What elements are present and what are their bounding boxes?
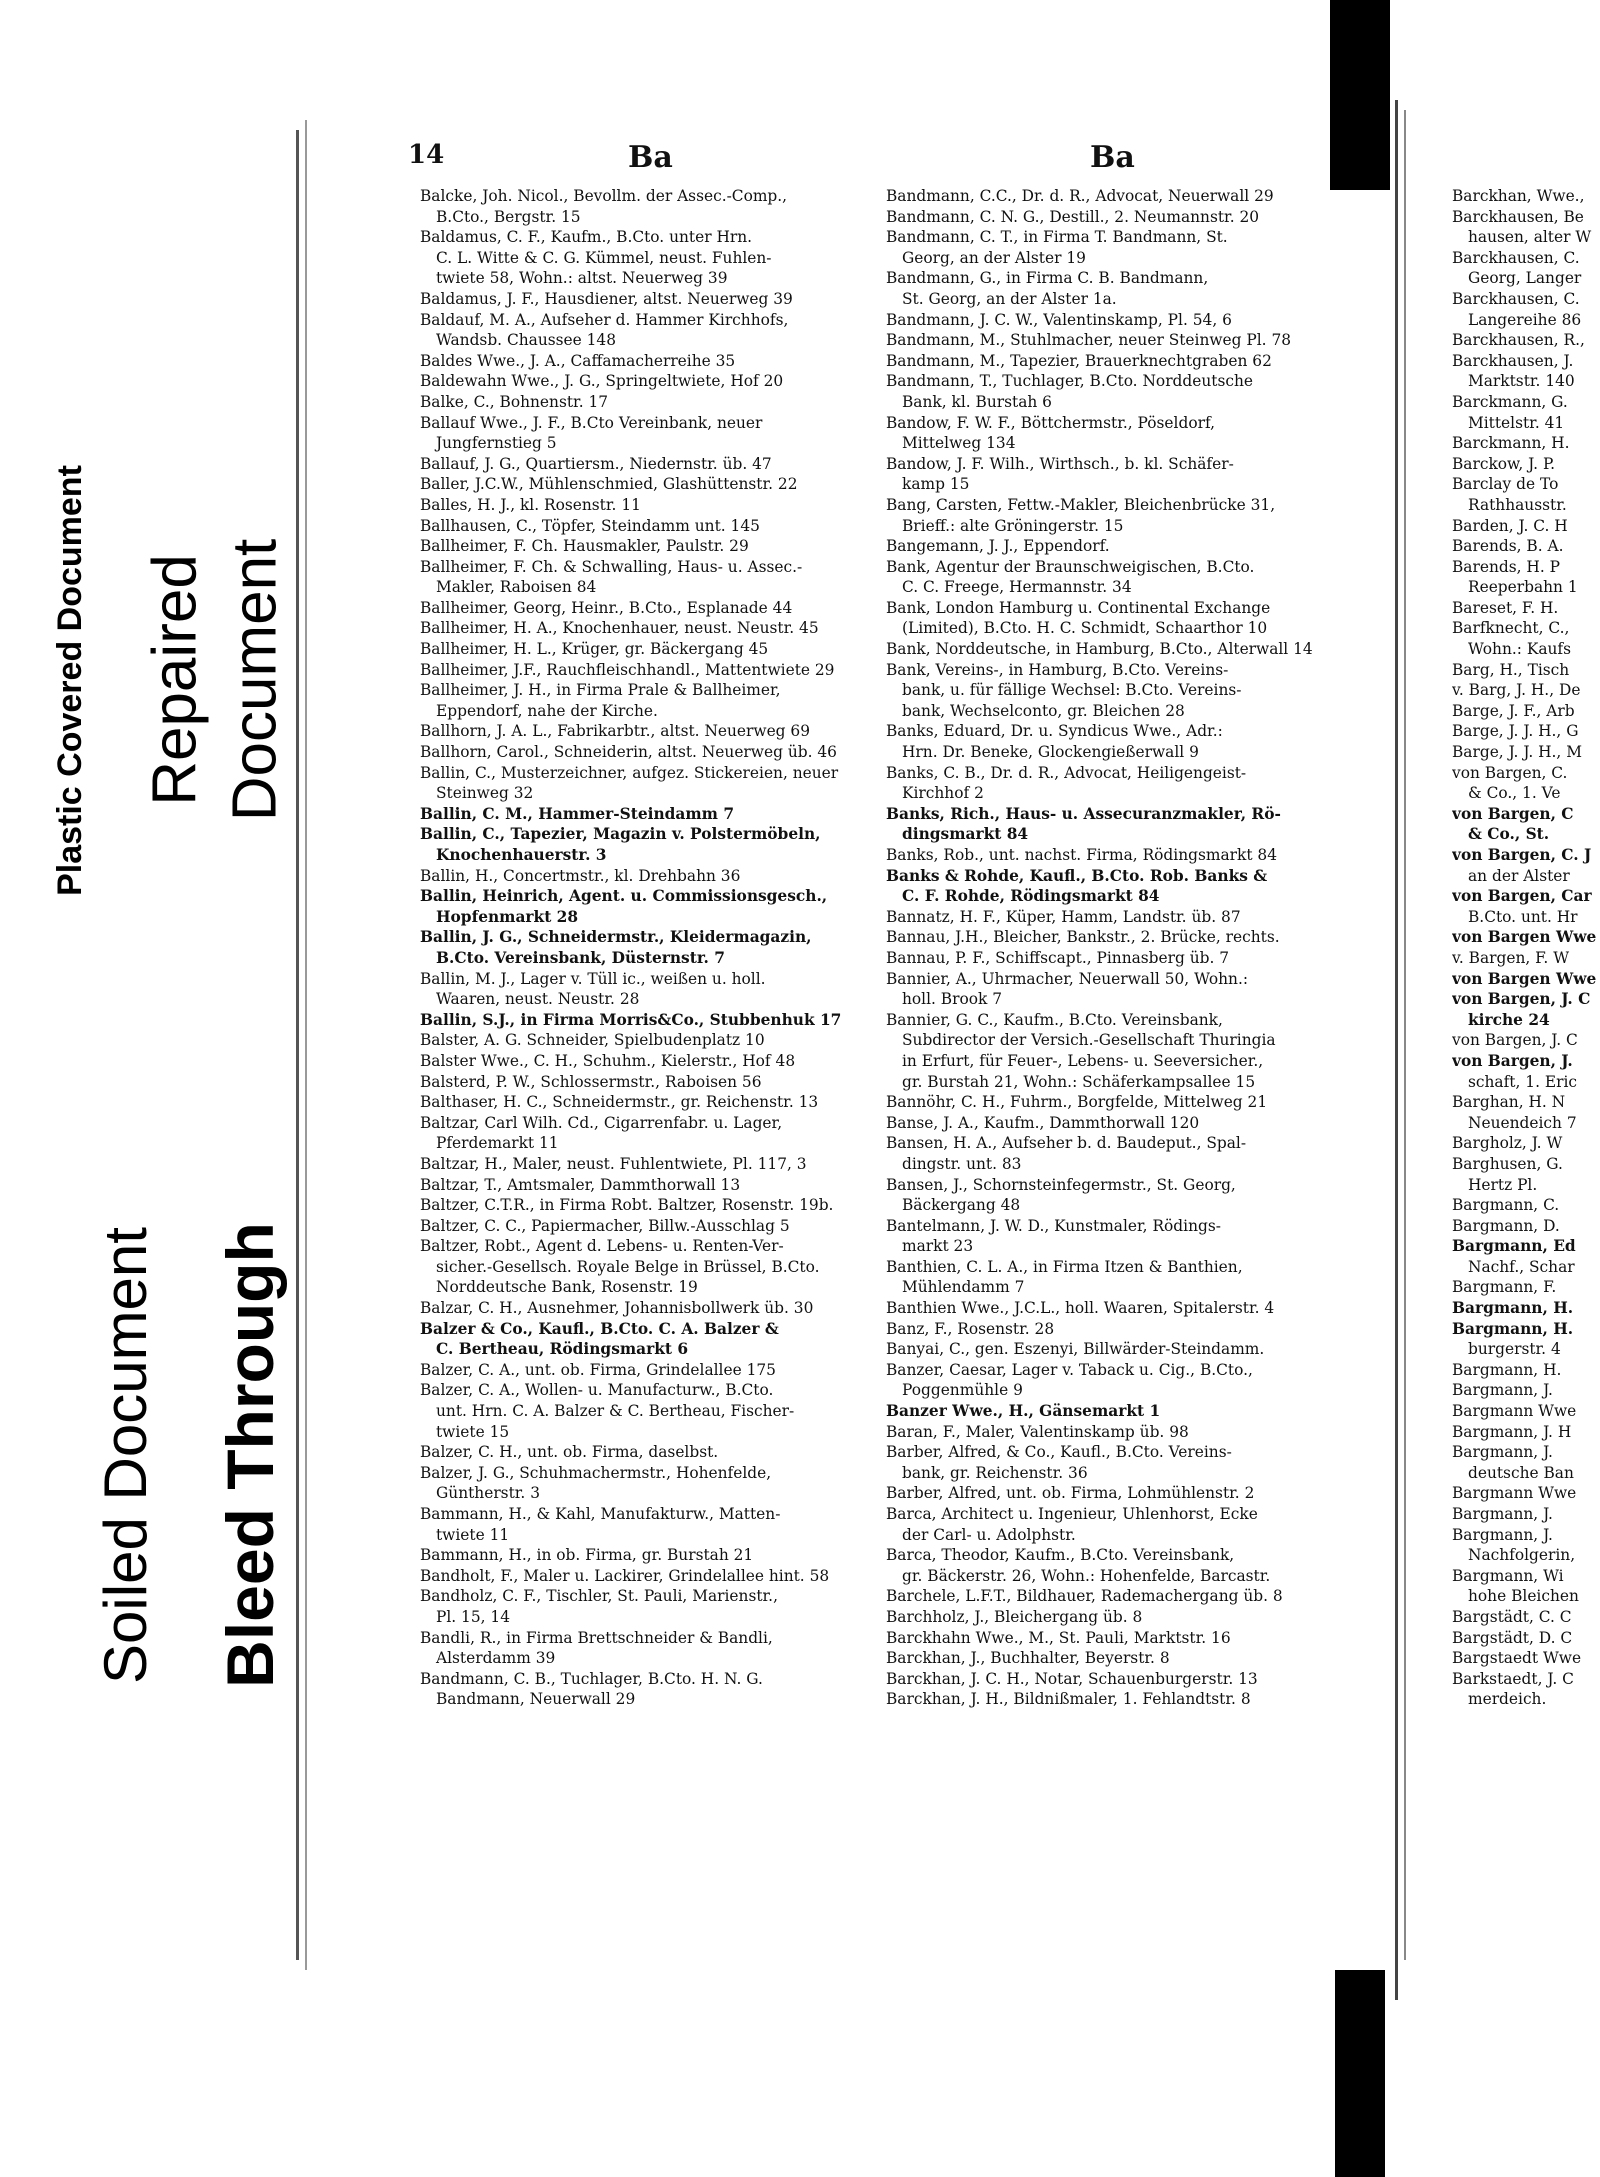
directory-entry-line: Bandholt, F., Maler u. Lackirer, Grindelallee hint. 58	[420, 1566, 830, 1585]
directory-entry-line: Baldewahn Wwe., J. G., Springeltwiete, Hof 20	[420, 372, 784, 391]
right-page-edge	[1404, 110, 1406, 1960]
directory-entry-line: Bank, Agentur der Braunschweigischen, B.Cto.	[886, 557, 1255, 576]
directory-entry-line: Mühlendamm 7	[902, 1278, 1025, 1297]
directory-entry-line: Bandow, F. W. F., Böttchermstr., Pöseldorf,	[886, 413, 1215, 432]
directory-entry-line: twiete 15	[436, 1422, 510, 1441]
directory-entry-line: kamp 15	[902, 475, 970, 494]
directory-entry-line: Balcke, Joh. Nicol., Bevollm. der Assec.-Comp.,	[420, 187, 788, 205]
directory-entry-line: Ballauf Wwe., J. F., B.Cto Vereinbank, neuer	[420, 413, 763, 432]
directory-entry-line: Balthaser, H. C., Schneidermstr., gr. Reichenstr. 13	[420, 1093, 819, 1112]
directory-entry-line: Mittelweg 134	[902, 434, 1016, 453]
directory-entry-line: Ballhorn, J. A. L., Fabrikarbtr., altst. Neuerweg 69	[420, 722, 811, 741]
directory-entry-line: von Bargen, C. J	[1452, 846, 1592, 864]
directory-entry-line: Barckow, J. P.	[1452, 454, 1556, 473]
directory-entry-line: Bank, London Hamburg u. Continental Exchange	[886, 598, 1271, 617]
directory-entry-line: Bansen, J., Schornsteinfegermstr., St. Georg,	[886, 1175, 1236, 1194]
directory-entry-line: unt. Hrn. C. A. Balzer & C. Bertheau, Fischer-	[436, 1402, 795, 1421]
directory-entry-line: Banks, Eduard, Dr. u. Syndicus Wwe., Adr.:	[886, 722, 1223, 741]
directory-entry-line: Baran, F., Maler, Valentinskamp üb. 98	[886, 1422, 1189, 1441]
directory-entry-line: Ballin, S.J., in Firma Morris&Co., Stubbenhuk 17	[420, 1010, 842, 1029]
directory-entry-line: Barge, J. J. H., M	[1452, 743, 1582, 762]
directory-entry-line: Barkstaedt, J. C	[1452, 1669, 1574, 1688]
directory-entry-line: Bannier, G. C., Kaufm., B.Cto. Vereinsbank,	[886, 1010, 1223, 1029]
directory-entry-line: Steinweg 32	[436, 784, 534, 803]
directory-entry-line: Barden, J. C. H	[1452, 516, 1568, 535]
directory-entry-line: merdeich.	[1468, 1690, 1547, 1709]
directory-entry-line: Ballhorn, Carol., Schneiderin, altst. Neuerweg üb. 46	[420, 743, 837, 762]
directory-entry-line: twiete 58, Wohn.: altst. Neuerweg 39	[436, 269, 728, 288]
directory-entry-line: Bargmann, Ed	[1452, 1237, 1576, 1256]
directory-entry-line: Banzer Wwe., H., Gänsemarkt 1	[886, 1402, 1161, 1421]
directory-entry-line: B.Cto. unt. Hr	[1468, 907, 1578, 926]
label-soiled-text: Soiled Document	[91, 1226, 159, 1684]
directory-entry-line: Ballhausen, C., Töpfer, Steindamm unt. 145	[420, 516, 760, 535]
directory-entry-line: Barber, Alfred, unt. ob. Firma, Lohmühlenstr. 2	[886, 1484, 1255, 1503]
directory-entry-line: Barends, B. A.	[1452, 537, 1564, 556]
directory-entry-line: an der Alster	[1468, 866, 1570, 885]
directory-entry-line: Baltzer, C. C., Papiermacher, Billw.-Ausschlag 5	[420, 1216, 790, 1235]
directory-entry-line: Rathhausstr.	[1468, 495, 1567, 514]
directory-entry-line: Baltzar, T., Amtsmaler, Dammthorwall 13	[420, 1175, 741, 1194]
directory-entry-line: Bargmann, J.	[1452, 1505, 1553, 1523]
directory-entry-line: Waaren, neust. Neustr. 28	[436, 990, 640, 1009]
directory-entry-line: Barchholz, J., Bleichergang üb. 8	[886, 1607, 1143, 1626]
directory-entry-line: Pferdemarkt 11	[436, 1134, 559, 1153]
directory-entry-line: Georg, an der Alster 19	[902, 248, 1086, 267]
directory-entry-line: Banks & Rohde, Kaufl., B.Cto. Rob. Banks &	[886, 866, 1268, 885]
directory-entry-line: & Co., St.	[1468, 825, 1550, 844]
directory-entry-line: Poggenmühle 9	[902, 1381, 1023, 1400]
directory-entry-line: Banse, J. A., Kaufm., Dammthorwall 120	[886, 1113, 1200, 1132]
directory-entry-line: Bammann, H., in ob. Firma, gr. Burstah 21	[420, 1546, 754, 1565]
directory-entry-line: Bannatz, H. F., Küper, Hamm, Landstr. üb. 87	[886, 907, 1241, 926]
column-head-left: Ba	[628, 140, 673, 175]
directory-entry-line: Baltzer, Robt., Agent d. Lebens- u. Renten-Ver-	[420, 1237, 784, 1256]
directory-entry-line: bank, u. für fällige Wechsel: B.Cto. Vereins-	[902, 681, 1242, 700]
label-plastic-covered-document	[10, 355, 130, 1005]
directory-entry-line: Balzer, C. A., unt. ob. Firma, Grindelallee 175	[420, 1360, 776, 1379]
left-page-edge-inner	[305, 120, 307, 1970]
directory-entry-line: Bargmann Wwe	[1452, 1402, 1577, 1421]
label-plastic-text: Plastic Covered Document	[50, 464, 89, 896]
directory-entry-line: Bäckergang 48	[902, 1196, 1021, 1215]
directory-entry-line: Barckhan, J., Buchhalter, Beyerstr. 8	[886, 1649, 1170, 1668]
directory-entry-line: Banthien Wwe., J.C.L., holl. Waaren, Spitalerstr. 4	[886, 1299, 1275, 1318]
directory-entry-line: Wandsb. Chaussee 148	[436, 331, 617, 350]
directory-entry-line: v. Barg, J. H., De	[1452, 681, 1581, 700]
directory-entry-line: von Bargen, J. C	[1452, 1031, 1578, 1050]
directory-entry-line: twiete 11	[436, 1525, 510, 1544]
directory-entry-line: burgerstr. 4	[1468, 1340, 1561, 1359]
directory-entry-line: von Bargen, Car	[1452, 887, 1592, 906]
directory-entry-line: Neuendeich 7	[1468, 1113, 1577, 1132]
directory-entry-line: Balzar, C. H., Ausnehmer, Johannisbollwerk üb. 30	[420, 1299, 814, 1318]
directory-entry-line: Knochenhauerstr. 3	[436, 846, 607, 864]
directory-entry-line: Ballheimer, F. Ch. & Schwalling, Haus- u. Assec.-	[420, 557, 803, 576]
directory-entry-line: von Bargen Wwe	[1452, 969, 1597, 988]
directory-entry-line: C. Bertheau, Rödingsmarkt 6	[436, 1340, 689, 1359]
directory-entry-line: Ballheimer, H. A., Knochenhauer, neust. Neustr. 45	[420, 619, 819, 638]
directory-entry-line: hohe Bleichen	[1468, 1587, 1579, 1606]
directory-entry-line: Bantelmann, J. W. D., Kunstmaler, Rödings-	[886, 1216, 1221, 1235]
directory-column-right-page	[1452, 186, 1600, 1710]
directory-entry-line: Bargmann, J.	[1452, 1381, 1553, 1400]
directory-entry-line: Barckhausen, J.	[1452, 351, 1574, 370]
directory-entry-line: Alsterdamm 39	[436, 1649, 556, 1668]
directory-entry-line: Bargmann, D.	[1452, 1216, 1560, 1235]
directory-entry-line: Banzer, Caesar, Lager v. Taback u. Cig., B.Cto.,	[886, 1360, 1253, 1379]
directory-entry-line: der Carl- u. Adolphstr.	[902, 1525, 1076, 1544]
directory-entry-line: Barge, J. F., Arb	[1452, 701, 1575, 720]
directory-entry-line: Ballin, M. J., Lager v. Tüll ic., weißen u. holl.	[420, 969, 766, 988]
directory-entry-line: Balster, A. G. Schneider, Spielbudenplatz 10	[420, 1031, 765, 1050]
directory-entry-line: Bangemann, J. J., Eppendorf.	[886, 537, 1110, 556]
directory-entry-line: Ballin, C., Tapezier, Magazin v. Polstermöbeln,	[420, 825, 821, 844]
directory-entry-line: hausen, alter W	[1468, 228, 1592, 247]
directory-entry-line: Barckhan, J. H., Bildnißmaler, 1. Fehlandtstr. 8	[886, 1690, 1251, 1709]
directory-entry-line: Georg, Langer	[1468, 269, 1582, 288]
directory-entry-line: Bargmann, Wi	[1452, 1566, 1564, 1585]
directory-entry-line: Bareset, F. H.	[1452, 598, 1559, 617]
directory-entry-line: Hopfenmarkt 28	[436, 907, 579, 926]
label-repaired-line2: Document	[220, 538, 290, 822]
directory-entry-line: B.Cto., Bergstr. 15	[436, 207, 581, 226]
directory-entry-line: Ballheimer, H. L., Krüger, gr. Bäckergang 45	[420, 640, 769, 659]
column-head-right: Ba	[1090, 140, 1135, 175]
directory-entry-line: Bargmann, H.	[1452, 1360, 1562, 1379]
page-number: 14	[408, 140, 445, 170]
directory-entry-line: Bargstädt, D. C	[1452, 1628, 1573, 1647]
directory-entry-line: Bargmann Wwe	[1452, 1484, 1577, 1503]
directory-entry-line: St. Georg, an der Alster 1a.	[902, 289, 1117, 308]
directory-entry-line: dingsmarkt 84	[902, 825, 1029, 844]
directory-entry-line: Barghan, H. N	[1452, 1093, 1566, 1112]
directory-entry-line: Bargmann, H.	[1452, 1299, 1574, 1318]
directory-entry-line: Bandmann, C.C., Dr. d. R., Advocat, Neuerwall 29	[886, 187, 1274, 205]
directory-entry-line: schaft, 1. Eric	[1468, 1072, 1577, 1091]
directory-entry-line: Baller, J.C.W., Mühlenschmied, Glashüttenstr. 22	[420, 475, 798, 494]
directory-entry-line: Bandmann, Neuerwall 29	[436, 1690, 636, 1709]
directory-entry-line: Langereihe 86	[1468, 310, 1582, 329]
directory-entry-line: Brieff.: alte Gröningerstr. 15	[902, 516, 1124, 535]
directory-entry-line: C. C. Freege, Hermannstr. 34	[902, 578, 1132, 597]
directory-entry-line: v. Bargen, F. W	[1452, 948, 1570, 967]
directory-entry-line: Barca, Theodor, Kaufm., B.Cto. Vereinsbank,	[886, 1546, 1235, 1565]
directory-entry-line: Banks, C. B., Dr. d. R., Advocat, Heiligengeist-	[886, 763, 1247, 782]
directory-entry-line: Banks, Rich., Haus- u. Assecuranzmakler, Rö-	[886, 804, 1281, 823]
directory-entry-line: Barckhan, Wwe.,	[1452, 187, 1585, 205]
directory-entry-line: Bank, Norddeutsche, in Hamburg, B.Cto., Alterwall 14	[886, 640, 1313, 659]
directory-entry-line: Bank, kl. Burstah 6	[902, 392, 1052, 411]
directory-entry-line: Bargstädt, C. C	[1452, 1607, 1572, 1626]
binding-clip-top	[1330, 0, 1390, 190]
directory-entry-line: Barca, Architect u. Ingenieur, Uhlenhorst, Ecke	[886, 1505, 1258, 1523]
directory-entry-line: Ballheimer, J. H., in Firma Prale & Ballheimer,	[420, 681, 781, 700]
directory-entry-line: Balster Wwe., C. H., Schuhm., Kielerstr., Hof 48	[420, 1051, 796, 1070]
directory-entry-line: Bandmann, G., in Firma C. B. Bandmann,	[886, 269, 1209, 288]
directory-entry-line: Bandholz, C. F., Tischler, St. Pauli, Marienstr.,	[420, 1587, 778, 1606]
directory-entry-line: Barghusen, G.	[1452, 1154, 1563, 1173]
directory-entry-line: Bargmann, C.	[1452, 1196, 1560, 1215]
directory-entry-line: Bargmann, F.	[1452, 1278, 1557, 1297]
directory-entry-line: C. F. Rohde, Rödingsmarkt 84	[902, 887, 1160, 906]
directory-entry-line: Makler, Raboisen 84	[436, 578, 597, 597]
directory-entry-line: sicher.-Gesellsch. Royale Belge in Brüssel, B.Cto.	[436, 1257, 820, 1276]
directory-entry-line: Bansen, H. A., Aufseher b. d. Baudeput., Spal-	[886, 1134, 1247, 1153]
directory-entry-line: Bargmann, J.	[1452, 1525, 1553, 1544]
directory-entry-line: Barckhan, J. C. H., Notar, Schauenburgerstr. 13	[886, 1669, 1258, 1688]
directory-entry-line: Banks, Rob., unt. nachst. Firma, Rödingsmarkt 84	[886, 846, 1277, 864]
directory-entry-line: Balzer, C. A., Wollen- u. Manufacturw., B.Cto.	[420, 1381, 774, 1400]
directory-column-left	[420, 186, 880, 1710]
directory-entry-line: Barckhausen, C.	[1452, 248, 1580, 267]
directory-entry-line: Barckhahn Wwe., M., St. Pauli, Marktstr. 16	[886, 1628, 1231, 1647]
directory-entry-line: Banthien, C. L. A., in Firma Itzen & Banthien,	[886, 1257, 1243, 1276]
directory-entry-line: von Bargen, C	[1452, 804, 1574, 823]
directory-entry-line: Barclay de To	[1452, 475, 1559, 494]
label-bleed-through	[180, 1150, 320, 1760]
directory-entry-line: Ballin, C. M., Hammer-Steindamm 7	[420, 804, 735, 823]
directory-entry-line: Bandmann, T., Tuchlager, B.Cto. Norddeutsche	[886, 372, 1254, 391]
directory-entry-line: Balles, H. J., kl. Rosenstr. 11	[420, 495, 641, 514]
directory-entry-line: Bargmann, J. H	[1452, 1422, 1572, 1441]
directory-entry-line: in Erfurt, für Feuer-, Lebens- u. Seeversicher.,	[902, 1051, 1264, 1070]
directory-entry-line: Mittelstr. 41	[1468, 413, 1565, 432]
directory-entry-line: Ballauf, J. G., Quartiersm., Niedernstr. üb. 47	[420, 454, 772, 473]
directory-entry-line: Barchele, L.F.T., Bildhauer, Rademachergang üb. 8	[886, 1587, 1283, 1606]
directory-entry-line: Bandmann, M., Stuhlmacher, neuer Steinweg Pl. 78	[886, 331, 1292, 350]
directory-entry-line: Barg, H., Tisch	[1452, 660, 1570, 679]
directory-entry-line: Banyai, C., gen. Eszenyi, Billwärder-Steindamm.	[886, 1340, 1265, 1359]
directory-entry-line: Bargmann, H.	[1452, 1319, 1574, 1338]
directory-entry-line: Baltzar, Carl Wilh. Cd., Cigarrenfabr. u. Lager,	[420, 1113, 783, 1132]
directory-entry-line: Barge, J. J. H., G	[1452, 722, 1579, 741]
directory-entry-line: Bargholz, J. W	[1452, 1134, 1563, 1153]
directory-entry-line: Nachfolgerin,	[1468, 1546, 1576, 1565]
book-spine	[1395, 100, 1398, 2000]
binding-clip-bottom	[1335, 1970, 1385, 2177]
directory-entry-line: Baldamus, J. F., Hausdiener, altst. Neuerweg 39	[420, 289, 793, 308]
directory-entry-line: Barends, H. P	[1452, 557, 1560, 576]
directory-entry-line: Nachf., Schar	[1468, 1257, 1575, 1276]
directory-entry-line: von Bargen, J.	[1452, 1051, 1573, 1070]
directory-entry-line: B.Cto. Vereinsbank, Düsternstr. 7	[436, 948, 725, 967]
directory-entry-line: gr. Bäckerstr. 26, Wohn.: Hohenfelde, Barcastr.	[902, 1566, 1271, 1585]
directory-entry-line: Ballin, Heinrich, Agent. u. Commissionsgesch.,	[420, 887, 828, 906]
directory-entry-line: bank, Wechselconto, gr. Bleichen 28	[902, 701, 1185, 720]
directory-entry-line: Eppendorf, nahe der Kirche.	[436, 701, 658, 720]
directory-entry-line: Bang, Carsten, Fettw.-Makler, Bleichenbrücke 31,	[886, 495, 1276, 514]
directory-entry-line: Bandow, J. F. Wilh., Wirthsch., b. kl. Schäfer-	[886, 454, 1234, 473]
directory-entry-line: markt 23	[902, 1237, 974, 1256]
directory-column-middle	[886, 186, 1334, 1710]
directory-entry-line: Bargstaedt Wwe	[1452, 1649, 1582, 1668]
directory-entry-line: Bannau, P. F., Schiffscapt., Pinnasberg üb. 7	[886, 948, 1230, 967]
directory-entry-line: Balzer & Co., Kaufl., B.Cto. C. A. Balzer &	[420, 1319, 779, 1338]
directory-entry-line: von Bargen, J. C	[1452, 990, 1591, 1009]
directory-entry-line: Bannier, A., Uhrmacher, Neuerwall 50, Wohn.:	[886, 969, 1249, 988]
directory-entry-line: Ballin, J. G., Schneidermstr., Kleidermagazin,	[420, 928, 812, 947]
directory-entry-line: Bandmann, C. T., in Firma T. Bandmann, St.	[886, 228, 1228, 247]
label-bleed-text: Bleed Through	[213, 1222, 287, 1688]
directory-entry-line: C. L. Witte & C. G. Kümmel, neust. Fuhlen-	[436, 248, 772, 267]
directory-entry-line: holl. Brook 7	[902, 990, 1003, 1009]
directory-entry-line: Bandli, R., in Firma Brettschneider & Bandli,	[420, 1628, 773, 1647]
directory-entry-line: (Limited), B.Cto. H. C. Schmidt, Schaarthor 10	[902, 619, 1268, 638]
directory-entry-line: Baltzer, C.T.R., in Firma Robt. Baltzer, Rosenstr. 19b.	[420, 1196, 834, 1215]
left-page-edge	[296, 130, 299, 1960]
directory-entry-line: Bammann, H., & Kahl, Manufakturw., Matten-	[420, 1505, 781, 1523]
directory-entry-line: Bandmann, M., Tapezier, Brauerknechtgraben 62	[886, 351, 1272, 370]
directory-entry-line: Barckmann, H.	[1452, 434, 1570, 453]
directory-entry-line: Bargmann, J.	[1452, 1443, 1553, 1462]
directory-entry-line: Marktstr. 140	[1468, 372, 1575, 391]
directory-entry-line: Barfknecht, C.,	[1452, 619, 1570, 638]
directory-entry-line: dingstr. unt. 83	[902, 1154, 1022, 1173]
directory-entry-line: Hertz Pl.	[1468, 1175, 1538, 1194]
directory-entry-line: Wohn.: Kaufs	[1468, 640, 1572, 659]
directory-entry-line: Barckhausen, Be	[1452, 207, 1584, 226]
directory-entry-line: Balzer, J. G., Schuhmachermstr., Hohenfelde,	[420, 1463, 772, 1482]
directory-entry-line: Baltzar, H., Maler, neust. Fuhlentwiete, Pl. 117, 3	[420, 1154, 807, 1173]
directory-entry-line: Barckmann, G.	[1452, 392, 1568, 411]
directory-entry-line: Barckhausen, R.,	[1452, 331, 1585, 350]
directory-entry-line: Balzer, C. H., unt. ob. Firma, daselbst.	[420, 1443, 719, 1462]
directory-entry-line: Bannau, J.H., Bleicher, Bankstr., 2. Brücke, rechts.	[886, 928, 1280, 947]
directory-entry-line: Güntherstr. 3	[436, 1484, 541, 1503]
directory-entry-line: Bandmann, C. B., Tuchlager, B.Cto. H. N. G.	[420, 1669, 763, 1688]
label-repaired-document	[130, 355, 300, 1005]
label-repaired-line1: Repaired	[140, 554, 210, 806]
directory-entry-line: Norddeutsche Bank, Rosenstr. 19	[436, 1278, 698, 1297]
directory-entry-line: & Co., 1. Ve	[1468, 784, 1561, 803]
directory-entry-line: Baldes Wwe., J. A., Caffamacherreihe 35	[420, 351, 736, 370]
directory-entry-line: Baldauf, M. A., Aufseher d. Hammer Kirchhofs,	[420, 310, 789, 329]
directory-entry-line: Ballheimer, Georg, Heinr., B.Cto., Esplanade 44	[420, 598, 793, 617]
directory-entry-line: Baldamus, C. F., Kaufm., B.Cto. unter Hrn.	[420, 228, 753, 247]
directory-entry-line: Barber, Alfred, & Co., Kaufl., B.Cto. Vereins-	[886, 1443, 1232, 1462]
directory-entry-line: deutsche Ban	[1468, 1463, 1574, 1482]
directory-entry-line: Bandmann, C. N. G., Destill., 2. Neumannstr. 20	[886, 207, 1260, 226]
directory-entry-line: Banz, F., Rosenstr. 28	[886, 1319, 1055, 1338]
directory-entry-line: von Bargen Wwe	[1452, 928, 1597, 947]
directory-entry-line: Bandmann, J. C. W., Valentinskamp, Pl. 54, 6	[886, 310, 1232, 329]
directory-entry-line: kirche 24	[1468, 1010, 1550, 1029]
directory-entry-line: gr. Burstah 21, Wohn.: Schäferkampsallee 15	[902, 1072, 1256, 1091]
directory-entry-line: Jungfernstieg 5	[436, 434, 557, 453]
directory-entry-line: Ballin, C., Musterzeichner, aufgez. Stickereien, neuer	[420, 763, 839, 782]
directory-entry-line: Pl. 15, 14	[436, 1607, 511, 1626]
directory-entry-line: Hrn. Dr. Beneke, Glockengießerwall 9	[902, 743, 1199, 762]
directory-entry-line: Balke, C., Bohnenstr. 17	[420, 392, 609, 411]
directory-entry-line: Ballheimer, F. Ch. Hausmakler, Paulstr. 29	[420, 537, 749, 556]
directory-entry-line: Ballheimer, J.F., Rauchfleischhandl., Mattentwiete 29	[420, 660, 835, 679]
directory-entry-line: Bank, Vereins-, in Hamburg, B.Cto. Vereins-	[886, 660, 1229, 679]
directory-entry-line: Ballin, H., Concertmstr., kl. Drehbahn 36	[420, 866, 741, 885]
directory-entry-line: Balsterd, P. W., Schlossermstr., Raboisen 56	[420, 1072, 762, 1091]
directory-entry-line: von Bargen, C.	[1452, 763, 1568, 782]
directory-entry-line: Reeperbahn 1	[1468, 578, 1578, 597]
label-soiled-document	[70, 1150, 180, 1760]
directory-entry-line: bank, gr. Reichenstr. 36	[902, 1463, 1088, 1482]
directory-entry-line: Subdirector der Versich.-Gesellschaft Thuringia	[902, 1031, 1276, 1050]
directory-entry-line: Kirchhof 2	[902, 784, 984, 803]
directory-entry-line: Bannöhr, C. H., Fuhrm., Borgfelde, Mittelweg 21	[886, 1093, 1268, 1112]
directory-entry-line: Barckhausen, C.	[1452, 289, 1580, 308]
